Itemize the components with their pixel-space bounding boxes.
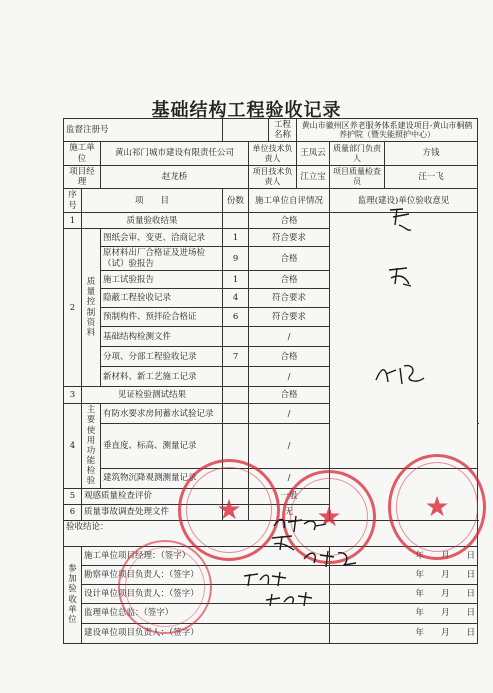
qc-item: 新材料、新工艺施工记录: [101, 367, 223, 387]
signature-row: [64, 546, 478, 565]
unit-tech-lead-value: 王凤云: [297, 142, 330, 165]
qc-self-eval: 合格: [249, 247, 330, 271]
project-quality-inspector-value: 汪一飞: [385, 165, 478, 188]
row-count: [223, 488, 249, 504]
row-self-eval: 合格: [249, 387, 330, 404]
ft-count: [223, 468, 249, 488]
qc-self-eval: 符合要求: [249, 308, 330, 327]
document-title: 基础结构工程验收记录: [151, 100, 342, 121]
signature-date: 年 月 日: [330, 584, 478, 603]
qc-item: 图纸会审、变更、洽商记录: [101, 229, 223, 247]
qc-item: 预制构件、预拌砼合格证: [101, 308, 223, 327]
qc-item: 隐蔽工程验收记录: [101, 289, 223, 308]
qc-self-eval: /: [249, 327, 330, 347]
participants-label: 参 加 验 收 单 位: [64, 546, 82, 643]
project-quality-inspector-label: 项目质量检查员: [330, 165, 385, 188]
ft-count: [223, 424, 249, 469]
row-item: 质量验收结果: [82, 213, 223, 229]
acceptance-conclusion: 验收结论：: [64, 520, 478, 546]
ft-self-eval: /: [249, 424, 330, 469]
signature-row: [64, 584, 478, 603]
signature-label: 勘察单位项目负责人：（签字）: [82, 565, 330, 584]
signature-label: 建设单位项目负责人：（签字）: [82, 623, 330, 643]
ft-item: 垂直度、标高、测量记录: [101, 424, 223, 469]
ft-item: 有防水要求房间蓄水试验记录: [101, 404, 223, 424]
seal-star-icon: ★: [424, 490, 450, 523]
function-tests-group-label: 主 要 使 用 功 能 检 验: [82, 404, 101, 489]
construction-unit-label: 施工单位: [64, 142, 101, 165]
signature-label: 施工单位项目经理：（签字）: [82, 546, 330, 565]
qc-count: [223, 327, 249, 347]
col-count-header: 份数: [223, 189, 249, 213]
col-seq-header: 序号: [64, 189, 82, 213]
unit-tech-lead-label: 单位技术负责人: [249, 142, 297, 165]
signature-row: [64, 565, 478, 584]
seal-star-icon: ★: [216, 493, 242, 526]
qc-self-eval: 合格: [249, 347, 330, 367]
signature-date: 年 月 日: [330, 565, 478, 584]
table-row: [64, 468, 478, 488]
signature-row: [64, 603, 478, 623]
row-count: [223, 213, 249, 229]
row-seq: 3: [64, 387, 82, 404]
col-self-eval-header: 施工单位自评情况: [249, 189, 330, 213]
project-manager-label: 项目经理: [64, 165, 101, 188]
acceptance-form-table: [63, 118, 478, 644]
signature-date: 年 月 日: [330, 546, 478, 565]
signature-date: 年 月 日: [330, 603, 478, 623]
quality-dept-lead-label: 质量部门负责人: [330, 142, 385, 165]
qc-self-eval: /: [249, 367, 330, 387]
col-item-header: 项 目: [82, 189, 223, 213]
qc-count: 7: [223, 347, 249, 367]
project-tech-lead-label: 项目技术负责人: [249, 165, 297, 188]
signature-row: [64, 623, 478, 643]
qc-count: 9: [223, 247, 249, 271]
project-name-value: 黄山市徽州区养老服务体系建设项目-黄山市桐鹤养护院（暨失能照护中心）: [297, 119, 478, 142]
project-manager-value: 赵龙桥: [101, 165, 249, 188]
seal-star-icon: ★: [316, 500, 342, 533]
qc-item: 分项、分部工程验收记录: [101, 347, 223, 367]
row-seq: 1: [64, 213, 82, 229]
row-seq: 4: [64, 404, 82, 489]
qc-count: 1: [223, 229, 249, 247]
row-self-eval: 合格: [249, 213, 330, 229]
qc-count: [223, 367, 249, 387]
qc-count: 1: [223, 271, 249, 289]
signature-date: 年 月 日: [330, 623, 478, 643]
qc-self-eval: 符合要求: [249, 229, 330, 247]
qc-item: 施工试验报告: [101, 271, 223, 289]
table-row: [64, 504, 478, 520]
ft-self-eval: /: [249, 404, 330, 424]
qc-self-eval: 符合要求: [249, 289, 330, 308]
project-name-label: 工程名称: [269, 119, 297, 142]
quality-dept-lead-value: 方钱: [385, 142, 478, 165]
table-row: [64, 488, 478, 504]
row-item: 见证检验测试结果: [82, 387, 223, 404]
signature-label: 设计单位项目负责人：（签字）: [82, 584, 330, 603]
supervision-reg-no-label: 监督注册号: [64, 119, 223, 142]
row-self-eval: 一般: [249, 488, 330, 504]
construction-unit-value: 黄山祁门城市建设有限责任公司: [101, 142, 249, 165]
qc-self-eval: 合格: [249, 271, 330, 289]
qc-count: 4: [223, 289, 249, 308]
qc-item: 原材料出厂合格证及进场检（试）验报告: [101, 247, 223, 271]
row-seq: 2: [64, 229, 82, 387]
ft-item: 建筑物沉降观测测量记录: [101, 468, 223, 488]
ft-self-eval: /: [249, 468, 330, 488]
supervision-reg-no-value: [223, 119, 269, 142]
project-tech-lead-value: 江立宝: [297, 165, 330, 188]
qc-item: 基础结构检测文件: [101, 327, 223, 347]
qc-count: 6: [223, 308, 249, 327]
row-count: [223, 504, 249, 520]
quality-control-group-label: 质 量 控 制 资 料: [82, 229, 101, 387]
row-count: [223, 387, 249, 404]
signature-label: 监理单位总监：（签字）: [82, 603, 330, 623]
row-self-eval: 无: [249, 504, 330, 520]
table-row: [64, 213, 478, 229]
row-seq: 6: [64, 504, 82, 520]
ft-count: [223, 404, 249, 424]
row-item: 观感质量检查评价: [82, 488, 223, 504]
supervisor-opinion-cell: [330, 213, 478, 469]
col-supervisor-header: 监理(建设)单位验收意见: [330, 189, 478, 213]
row-seq: 5: [64, 488, 82, 504]
row-item: 质量事故调查处理文件: [82, 504, 223, 520]
